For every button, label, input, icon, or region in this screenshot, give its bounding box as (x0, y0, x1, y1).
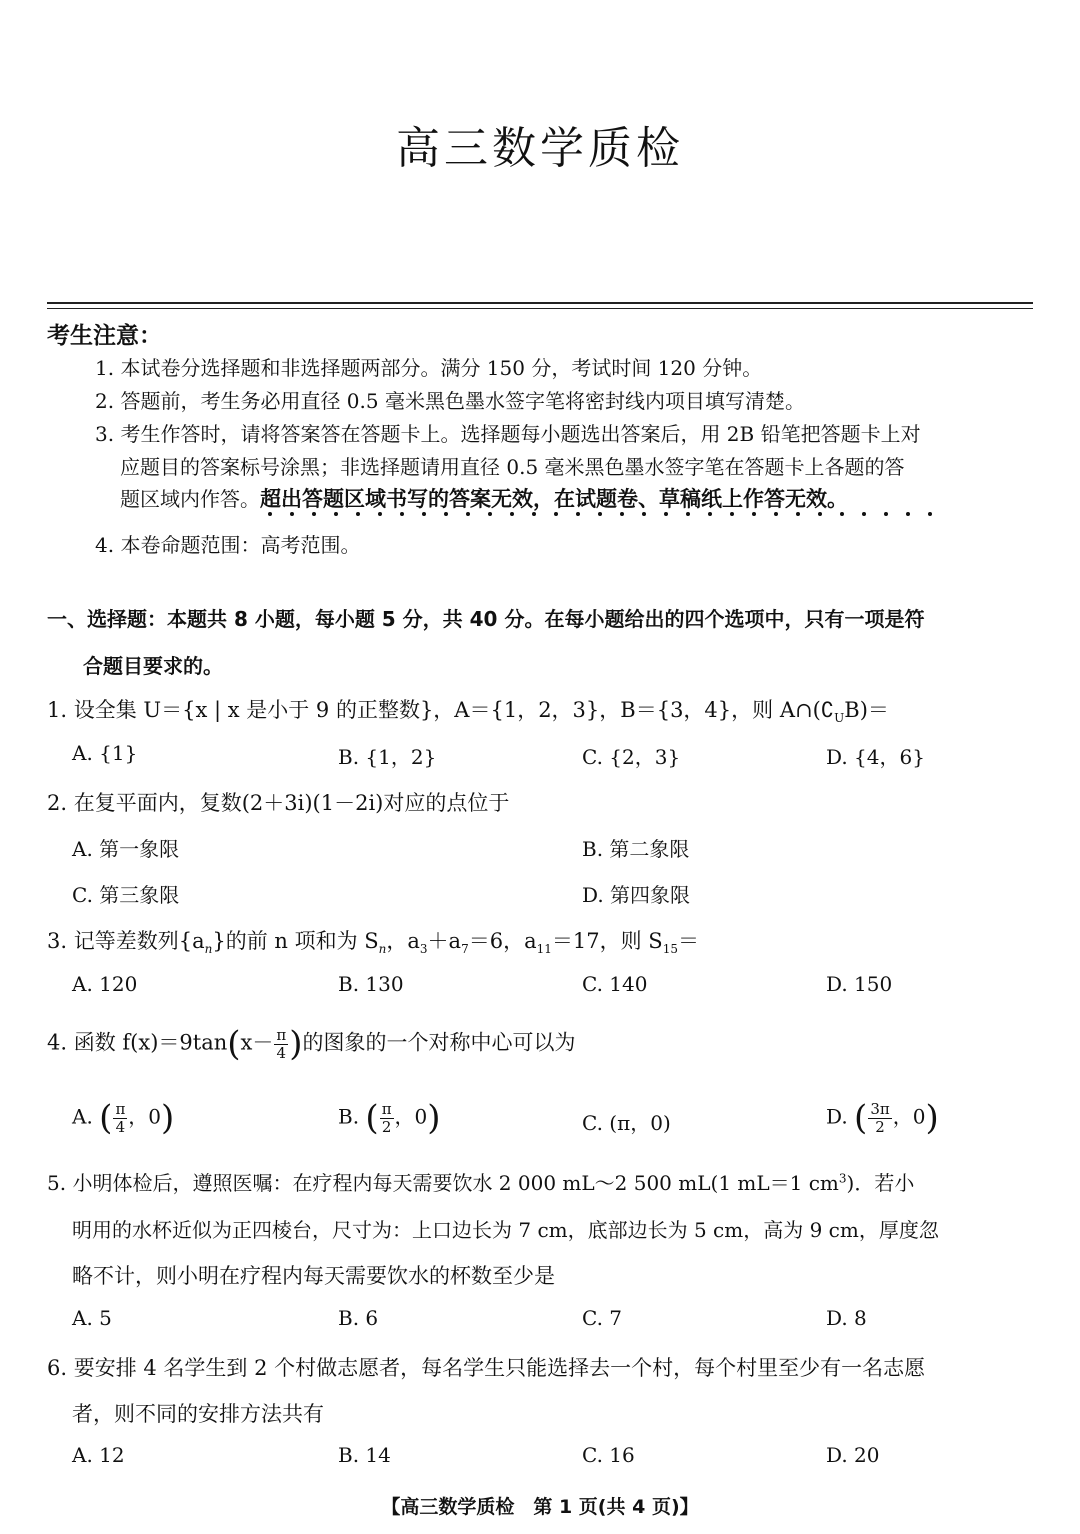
header-rule-thin (47, 308, 1033, 309)
q2-option-b: B. 第二象限 (582, 837, 690, 861)
q2-option-c: C. 第三象限 (72, 883, 180, 907)
q1-option-b: B. {1，2} (338, 745, 437, 769)
q3-option-d: D. 150 (826, 972, 893, 996)
q3-option-a: A. 120 (72, 972, 138, 996)
q5-option-d: D. 8 (826, 1306, 867, 1330)
q6-option-a: A. 12 (72, 1443, 125, 1467)
question-4-stem: 4. 函数 f(x)＝9tan(x－ $\frac{\pi}{4}$ )的图象的一个对称中心可以为 (47, 1024, 576, 1064)
question-2-stem: 2. 在复平面内，复数(2＋3i)(1－2i)对应的点位于 (47, 791, 510, 815)
section-heading-line2: 合题目要求的。 (83, 654, 223, 678)
notice-item-3-line1: 3. 考生作答时，请将答案答在答题卡上。选择题每小题选出答案后，用 2B 铅笔把答题卡上对 (95, 422, 921, 446)
q1-option-d: D. {4，6} (826, 745, 925, 769)
q6-option-b: B. 14 (338, 1443, 391, 1467)
notice-item-3-line3 (120, 487, 848, 511)
q6-option-d: D. 20 (826, 1443, 880, 1467)
q5-option-a: A. 5 (72, 1306, 112, 1330)
notice-item-3-line2: 应题目的答案标号涂黑；非选择题请用直径 0.5 毫米黑色墨水签字笔在答题卡上各题的答 (120, 455, 905, 479)
q6-option-c: C. 16 (582, 1443, 635, 1467)
page-title: 高三数学质检 (396, 123, 684, 174)
emphasis-dots (268, 512, 980, 520)
q5-option-c: C. 7 (582, 1306, 623, 1330)
question-5-line2: 明用的水杯近似为正四棱台，尺寸为：上口边长为 7 cm，底部边长为 5 cm，高为 9 cm，厚度忽 (72, 1218, 939, 1242)
notice-item-1: 1. 本试卷分选择题和非选择题两部分。满分 150 分，考试时间 120 分钟。 (95, 356, 763, 380)
q4-option-b: B. ( $\frac{\pi}{2}$ ，0) (338, 1098, 441, 1138)
q3-option-c: C. 140 (582, 972, 648, 996)
header-rule-thick (47, 302, 1033, 304)
q3-option-b: B. 130 (338, 972, 404, 996)
q1-option-a: A. {1} (72, 741, 138, 765)
q4-option-c: C. (π，0) (582, 1111, 671, 1135)
notice-item-4: 4. 本卷命题范围：高考范围。 (95, 533, 361, 557)
q2-option-a: A. 第一象限 (72, 837, 180, 861)
q4-option-a: A. ( $\frac{\pi}{4}$ ，0) (72, 1098, 175, 1138)
section-heading-line1: 一、选择题：本题共 8 小题，每小题 5 分，共 40 分。在每小题给出的四个选项中，只有一项是符 (47, 607, 925, 631)
page-footer: 【高三数学质检 第 1 页(共 4 页)】 (381, 1496, 699, 1518)
question-5-line3: 略不计，则小明在疗程内每天需要饮水的杯数至少是 (72, 1264, 555, 1288)
question-1-stem: 1. 设全集 U＝{x | x 是小于 9 的正整数}，A＝{1，2，3}，B＝{3，4}，则 $A\cap(∁_UB)=$ (47, 698, 889, 726)
notice-item-2: 2. 答题前，考生务必用直径 0.5 毫米黑色墨水签字笔将密封线内项目填写清楚。 (95, 389, 805, 413)
q4-option-d: D. ( $\frac{3\pi}{2}$ ，0) (826, 1098, 939, 1138)
question-6-line2: 者，则不同的安排方法共有 (72, 1402, 324, 1426)
question-3-stem: 3. 记等差数列$\{a_n\}$的前 n 项和为 $S_n$，$a_3+a_7=6$，$a_{11}=17$，则 $S_{15}=$ (47, 929, 699, 957)
notice-heading: 考生注意： (47, 323, 162, 349)
question-6-line1: 6. 要安排 4 名学生到 2 个村做志愿者，每名学生只能选择去一个村，每个村里至少有一名志愿 (47, 1356, 926, 1380)
q2-option-d: D. 第四象限 (582, 883, 691, 907)
q5-option-b: B. 6 (338, 1306, 379, 1330)
notice-item-3-prefix: 题区域内作答。 (120, 487, 260, 511)
notice-emphasis: 超出答题区域书写的答案无效，在试题卷、草稿纸上作答无效。 (260, 487, 848, 511)
question-5-line1: 5. 小明体检后，遵照医嘱：在疗程内每天需要饮水 2 000 mL～2 500 mL(1 mL＝1 $cm^3$)．若小 (47, 1171, 915, 1195)
q1-option-c: C. {2，3} (582, 745, 681, 769)
